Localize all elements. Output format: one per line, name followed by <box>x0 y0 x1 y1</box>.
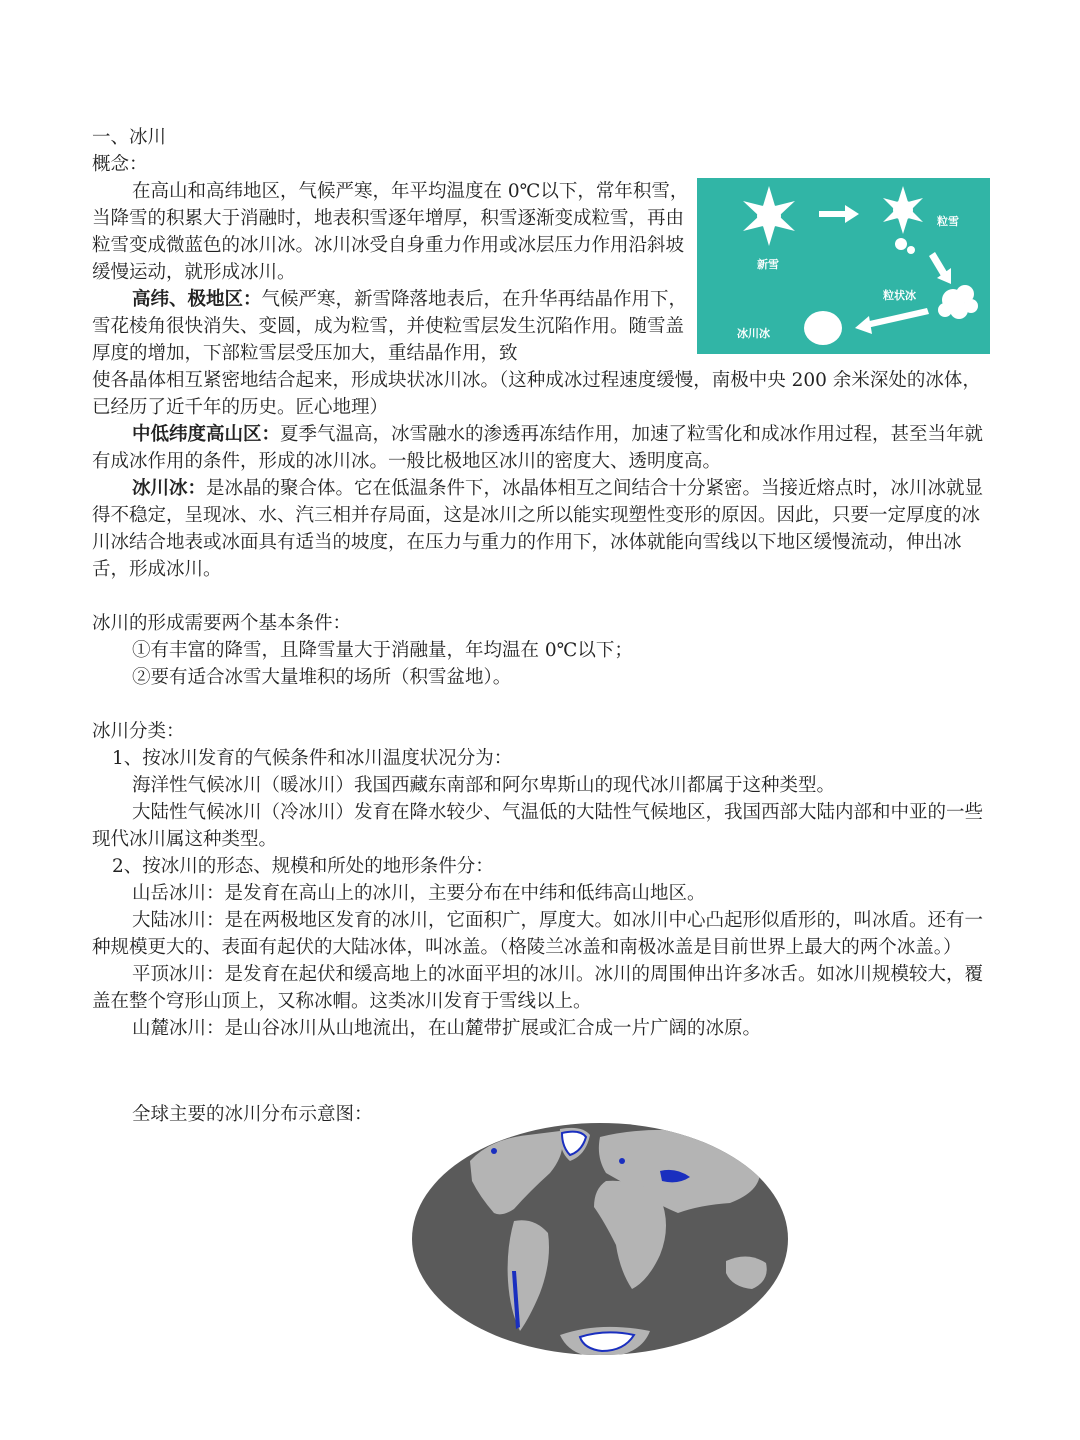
concept-label: 概念： <box>92 154 148 175</box>
glacier-ice-heading: 冰川冰： <box>132 478 207 499</box>
continental-glacier-text: 大陆性气候冰川（冷冰川）发育在降水较少、气温低的大陆性气候地区，我国西部大陆内部和中亚的一些现代冰川属这种类型。 <box>92 802 984 850</box>
alaska-glacier <box>491 1148 497 1154</box>
condition-item-1: ①有丰富的降雪，且降雪量大于消融量，年均温在 0℃以下； <box>132 640 633 661</box>
piedmont-glacier-text: 山麓冰川：是山谷冰川从山地流出，在山麓带扩展或汇合成一片广阔的冰原。 <box>132 1018 762 1039</box>
snow-to-ice-diagram <box>697 178 990 354</box>
mid-latitude-paragraph: 中低纬度高山区：夏季气温高，冰雪融水的渗透再冻结作用，加速了粒雪化和成冰作用过程，甚至当年就有成冰作用的条件，形成的冰川冰。一般比极地区冰川的密度大、透明度高。 <box>92 424 984 472</box>
arrow-left <box>855 308 929 334</box>
alps-glacier <box>619 1158 625 1164</box>
arrow-down <box>929 252 951 284</box>
classification-2-heading: 2、按冰川的形态、规模和所处的地形条件分： <box>112 856 494 877</box>
global-glacier-map <box>410 1121 790 1357</box>
polar-text-wrapped: 气候严寒，新雪降落地表后，在升华再结晶作用下，雪花棱角很快消失、变圆，成为粒雪，并使粒雪层发生沉陷作用。随雪盖厚度的增加，下部粒雪层受压加大，重结晶作用，致 <box>92 289 688 364</box>
maritime-glacier-text: 海洋性气候冰川（暖冰川）我国西藏东南部和阿尔卑斯山的现代冰川都属于这种类型。 <box>132 775 836 796</box>
ice-sheet-text: 大陆冰川：是在两极地区发育的冰川，它面积广，厚度大。如冰川中心凸起形似盾形的，叫冰盾。还有一种规模更大的、表面有起伏的大陆冰体，叫冰盖。（格陵兰冰盖和南极冰盖是目前世界上最大的两个冰盖。） <box>92 910 984 958</box>
section-title: 一、冰川 <box>92 127 167 148</box>
mountain-glacier-text: 山岳冰川：是发育在高山上的冰川，主要分布在中纬和低纬高山地区。 <box>132 883 706 904</box>
polar-heading: 高纬、极地区： <box>132 289 262 310</box>
conditions-intro: 冰川的形成需要两个基本条件： <box>92 613 352 634</box>
classification-label: 冰川分类： <box>92 721 185 742</box>
label-firn: 粒雪 <box>937 215 959 228</box>
firn-flake <box>883 186 923 254</box>
label-new-snow: 新雪 <box>757 258 779 271</box>
new-snow-flake <box>743 186 795 246</box>
condition-item-2: ②要有适合冰雪大量堆积的场所（积雪盆地）。 <box>132 667 512 688</box>
concept-paragraph-1: 在高山和高纬地区，气候严寒，年平均温度在 0℃以下，常年积雪，当降雪的积累大于消融时，地表积雪逐年增厚，积雪逐渐变成粒雪，再由粒雪变成微蓝色的冰川冰。冰川冰受自身重力作用或冰层压力作用沿斜坡缓慢运动，就形成冰川。 <box>92 181 689 283</box>
ice-cap-text: 平顶冰川：是发育在起伏和缓高地上的冰面平坦的冰川。冰川的周围伸出许多冰舌。如冰川规模较大，覆盖在整个穹形山顶上，又称冰帽。这类冰川发育于雪线以上。 <box>92 964 984 1012</box>
label-glacier-ice: 冰川冰 <box>737 327 770 340</box>
main-text-block <box>92 367 997 1042</box>
glacier-ice-paragraph: 冰川冰：是冰晶的聚合体。它在低温条件下，冰晶体相互之间结合十分紧密。当接近熔点时，冰川冰就显得不稳定，呈现冰、水、汽三相并存局面，这是冰川之所以能实现塑性变形的原因。因此，只要一定厚度的冰川冰结合地表或冰面具有适当的坡度，在压力与重力的作用下，冰体就能向雪线以下地区缓慢流动，伸出冰舌，形成冰川。 <box>92 478 984 580</box>
arrow-right <box>819 205 859 223</box>
snow-to-ice-svg <box>697 178 990 354</box>
classification-1-heading: 1、按冰川发育的气候条件和冰川温度状况分为： <box>112 748 513 769</box>
label-granular-ice: 粒状冰 <box>883 289 916 302</box>
polar-paragraph-start <box>92 286 690 367</box>
mid-latitude-heading: 中低纬度高山区： <box>132 424 281 445</box>
concept-wrapped-block <box>92 178 690 367</box>
glacier-ice-blob <box>804 311 842 345</box>
polar-paragraph-rest: 使各晶体相互紧密地结合起来，形成块状冰川冰。（这种成冰过程速度缓慢，南极中央 200 余米深处的冰体，已经历了近千年的历史。匠心地理） <box>92 370 981 418</box>
granular-ice-blob <box>938 285 978 319</box>
globe-svg <box>410 1121 790 1357</box>
globe-figure-title: 全球主要的冰川分布示意图： <box>132 1104 373 1125</box>
